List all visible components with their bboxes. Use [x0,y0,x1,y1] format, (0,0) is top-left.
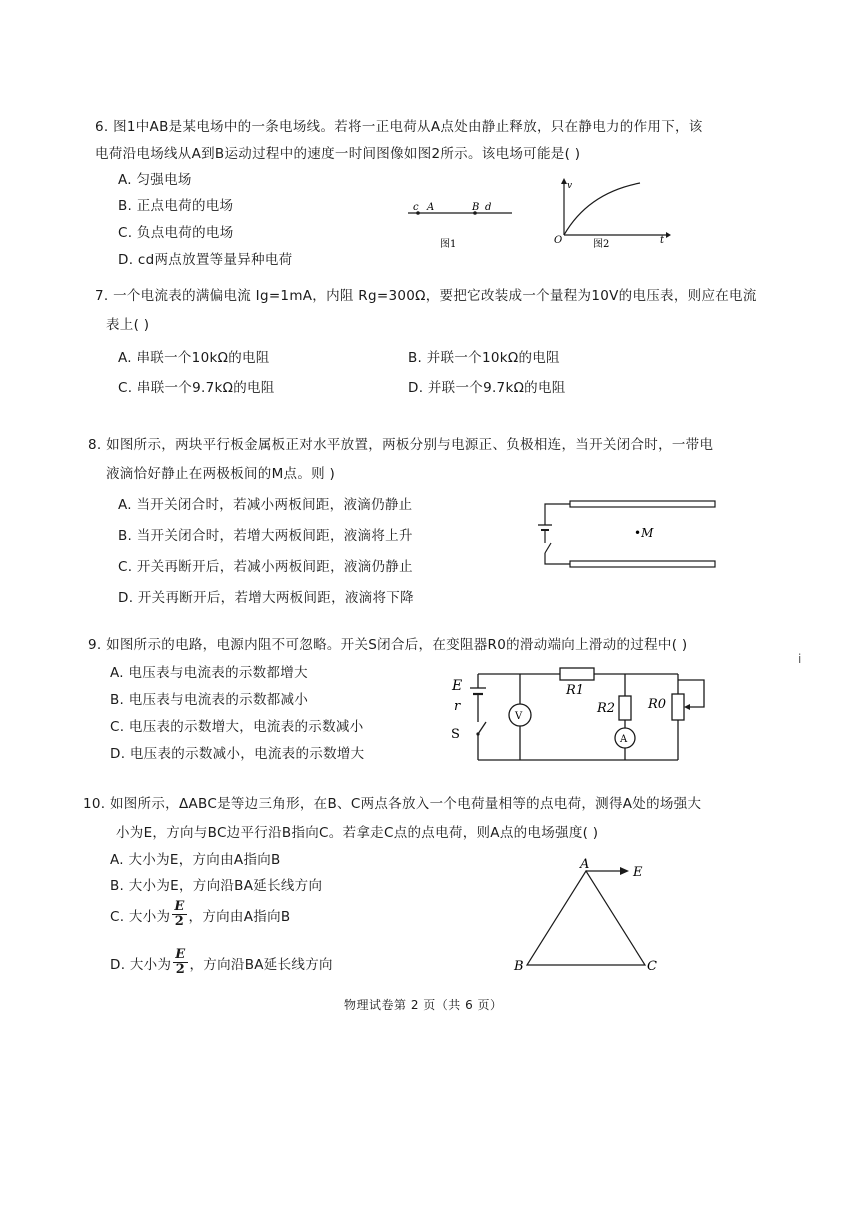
q8-option-b: B. 当开关闭合时，若增大两板间距，液滴将上升 [118,528,413,544]
q7-option-a: A. 串联一个10kΩ的电阻 [118,350,270,366]
q8-stem-line2: 液滴恰好静止在两极板间的M点。则 ) [106,466,336,482]
q8-option-a: A. 当开关闭合时，若减小两板间距，液滴仍静止 [118,497,413,513]
label-r1: R1 [566,683,585,698]
page-footer: 物理试卷第 2 页（共 6 页） [344,998,503,1012]
fig1-caption: 图1 [440,239,457,250]
q7-stem-line2: 表上( ) [106,317,150,333]
fig2-caption: 图2 [593,239,610,250]
label-e: E [452,678,463,694]
q10-option-c [110,900,290,930]
lower-plate [570,561,715,567]
label-a: A [427,202,435,213]
label-a: A [620,734,628,745]
label-r: r [454,699,461,714]
q7-option-b: B. 并联一个10kΩ的电阻 [408,350,560,366]
q9-option-b: B. 电压表与电流表的示数都减小 [110,692,309,708]
q6-stem-line1: 6. 图1中AB是某电场中的一条电场线。若将一正电荷从A点处由静止释放，只在静电力的作用下，该 [95,119,703,135]
fraction-numerator: E [174,899,185,914]
label-d: d [485,202,492,213]
slider-arrow-icon [684,704,690,710]
fraction-denominator: 2 [175,962,186,978]
triangle-abc [527,871,645,965]
label-c: c [413,202,419,213]
arrowhead-icon [620,867,629,875]
q8-capacitor-figure [535,495,720,575]
q10-stem-line1: 10. 如图所示，ΔABC是等边三角形，在B、C两点各放入一个电荷量相等的点电荷，测得A处的场强大 [83,796,702,812]
q10-stem-line2: 小为E，方向与BC边平行沿B指向C。若拿走C点的点电荷，则A点的电场强度( ) [116,825,599,841]
wire-top [545,504,570,525]
label-s: S [451,727,460,742]
q10-option-b: B. 大小为E，方向沿BA延长线方向 [110,878,323,894]
q9-option-d: D. 电压表的示数减小，电流表的示数增大 [110,746,365,762]
q10-option-a: A. 大小为E，方向由A指向B [110,852,281,868]
stray-mark: i [798,652,802,666]
label-v: v [567,181,573,191]
q10-option-d [110,948,333,978]
q7-stem-line1: 7. 一个电流表的满偏电流 Ig=1mA，内阻 Rg=300Ω，要把它改装成一个量程为10V的电压表，则应在电流 [95,288,757,304]
switch-s-icon [478,722,486,734]
label-b: B [472,202,480,213]
label-c: C [647,959,657,974]
q6-figure2-vt-graph [548,175,673,255]
q8-stem-line1: 8. 如图所示，两块平行板金属板正对水平放置，两板分别与电源正、负极相连，当开关闭合时，一带电 [88,437,714,453]
q6-stem-line2: 电荷沿电场线从A到B运动过程中的速度一时间图像如图2所示。该电场可能是( ) [95,146,581,162]
q6-figure1 [400,195,525,255]
q8-option-c: C. 开关再断开后，若减小两板间距，液滴仍静止 [118,559,413,575]
q6-option-b: B. 正点电荷的电场 [118,198,234,214]
label-r2: R2 [597,701,616,716]
q9-circuit-figure [440,660,725,775]
q7-option-d: D. 并联一个9.7kΩ的电阻 [408,380,566,396]
fraction-e-over-2 [173,948,187,978]
label-origin: O [554,235,563,246]
label-b: B [514,959,524,974]
label-v: V [515,711,523,722]
option-d-prefix: D. 大小为 [110,956,172,973]
q10-triangle-figure [510,855,670,980]
q9-option-a: A. 电压表与电流表的示数都增大 [110,665,308,681]
upper-plate [570,501,715,507]
fraction-numerator: E [175,947,186,962]
q6-option-c: C. 负点电荷的电场 [118,225,234,241]
wire-bottom [545,553,570,564]
label-t: t [660,235,665,246]
option-c-suffix: ，方向由A指向B [188,908,291,925]
fraction-denominator: 2 [174,914,185,930]
label-a: A [580,857,590,872]
rheostat-r0 [672,694,684,720]
q7-option-c: C. 串联一个9.7kΩ的电阻 [118,380,275,396]
label-e: E [633,865,643,880]
label-m: •M [634,526,654,540]
label-r0: R0 [648,697,667,712]
resistor-r2 [619,696,631,720]
option-d-suffix: ，方向沿BA延长线方向 [189,956,333,973]
q6-option-d: D. cd两点放置等量异种电荷 [118,252,293,268]
t-axis-arrow-icon [666,232,671,238]
q9-stem-line1: 9. 如图所示的电路，电源内阻不可忽略。开关S闭合后，在变阻器R0的滑动端向上滑动的过程中( ) [88,637,688,653]
option-c-prefix: C. 大小为 [110,908,171,925]
q6-option-a: A. 匀强电场 [118,172,192,188]
fraction-e-over-2 [172,900,186,930]
q8-option-d: D. 开关再断开后，若增大两板间距，液滴将下降 [118,590,414,606]
switch-icon [545,543,551,553]
q9-option-c: C. 电压表的示数增大，电流表的示数减小 [110,719,364,735]
resistor-r1 [560,668,594,680]
vt-curve [564,183,640,235]
